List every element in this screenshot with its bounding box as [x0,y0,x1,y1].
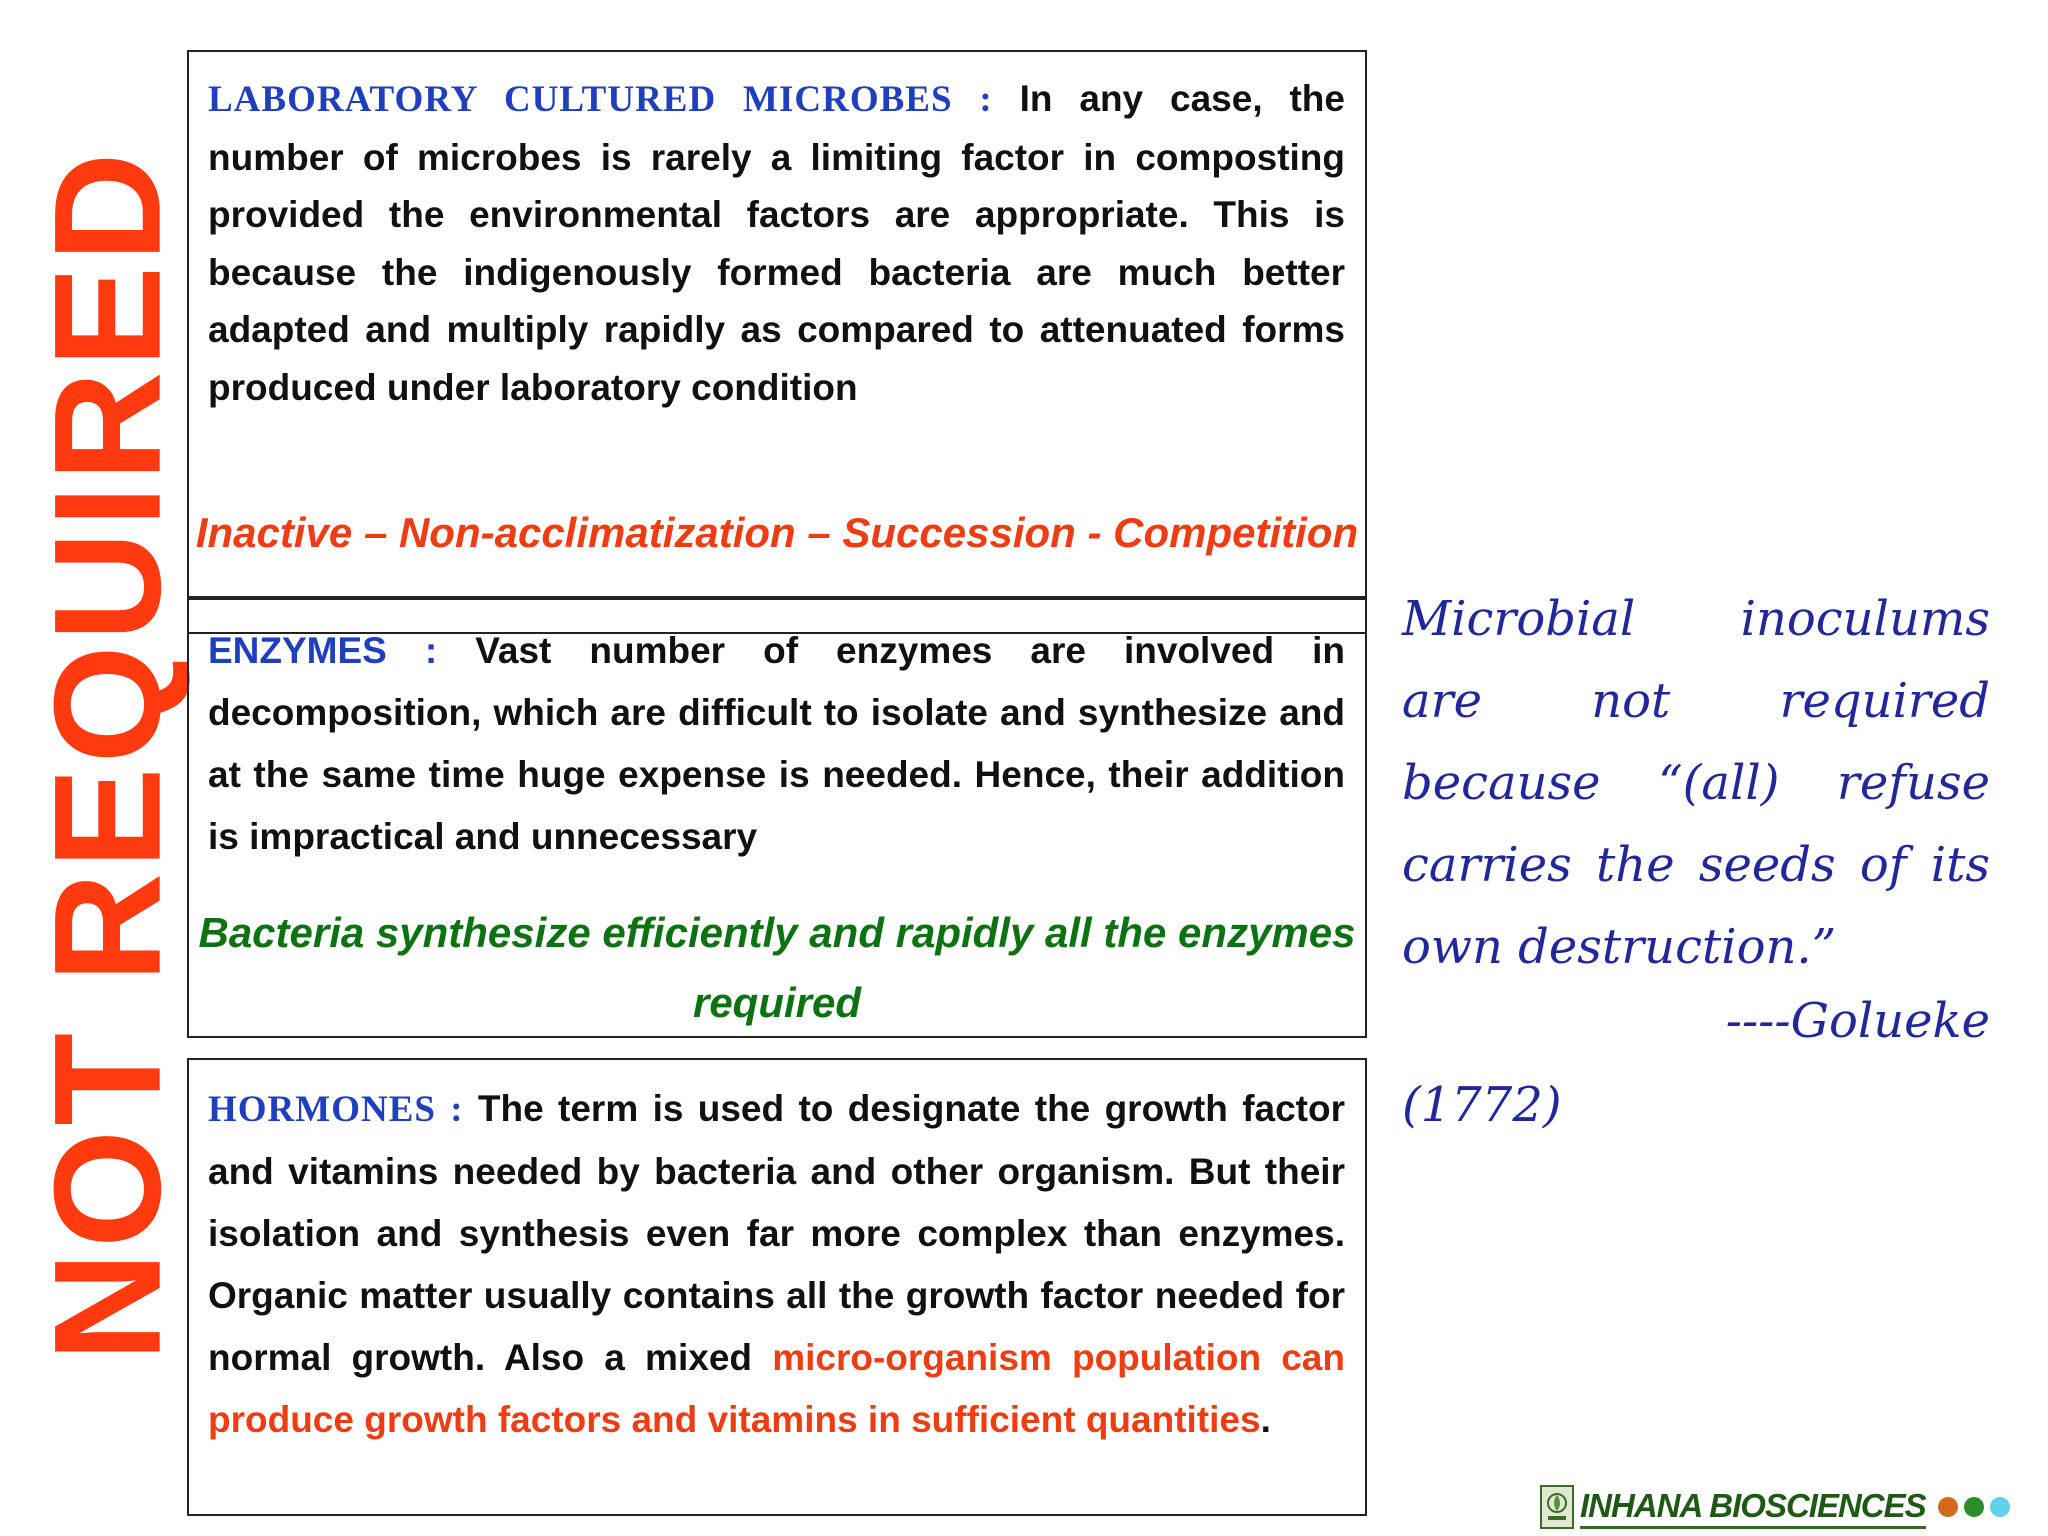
hormones-end: . [1260,1399,1271,1440]
microbes-text: In any case, the number of microbes is rarely a limiting factor in composting provided the environmental factors are appropriate. This is because the indigenously formed bacteria are much better adapted and multiply rapidly as compared to attenuated forms produced under laboratory condition [208,78,1345,408]
hormones-text: The term is used to designate the growth factor and vitamins needed by bacteria and other organism. But their isolation and synthesis even far more complex than enzymes. Organic matter usually contains all the growth factor needed for normal growth. Also a mixed [208,1088,1346,1378]
orange-dot-icon [1938,1497,1958,1517]
microbes-label: LABORATORY CULTURED MICROBES : [208,79,993,120]
cyan-dot-icon [1990,1497,2010,1517]
enzymes-paragraph [208,620,1345,868]
quote-year: (1772) [1402,1077,1562,1133]
microbes-paragraph [208,70,1345,416]
brand-dots [1938,1497,2016,1517]
microbes-emphasis: Inactive – Non-acclimatization – Succession - Competition [195,509,1359,556]
hormones-paragraph [208,1078,1345,1451]
enzymes-label: ENZYMES : [208,630,438,671]
brand-footer [1540,1482,2048,1532]
side-title-container [23,60,194,1450]
hormones-highlight: micro-organism population can produce growth factors and vitamins in sufficient quantities [208,1337,1345,1440]
enzymes-emphasis: Bacteria synthesize efficiently and rapidly all the enzymes required [198,909,1356,1026]
green-dot-icon [1964,1497,1984,1517]
quote-text: Microbial inoculums are not required because “(all) refuse carries the seeds of its own destruction.” [1402,591,1990,975]
enzymes-text: Vast number of enzymes are involved in decomposition, which are difficult to isolate and synthesize and at the same time huge expense is needed. Hence, their addition is impractical and unnecessary [208,630,1345,857]
quote-author: ----Golueke [1725,993,1990,1049]
brand-name: INHANA BIOSCIENCES [1580,1486,1926,1529]
hormones-label: HORMONES : [208,1089,464,1130]
side-title: NOT REQUIRED [23,148,194,1362]
brand-logo-icon [1540,1485,1574,1529]
